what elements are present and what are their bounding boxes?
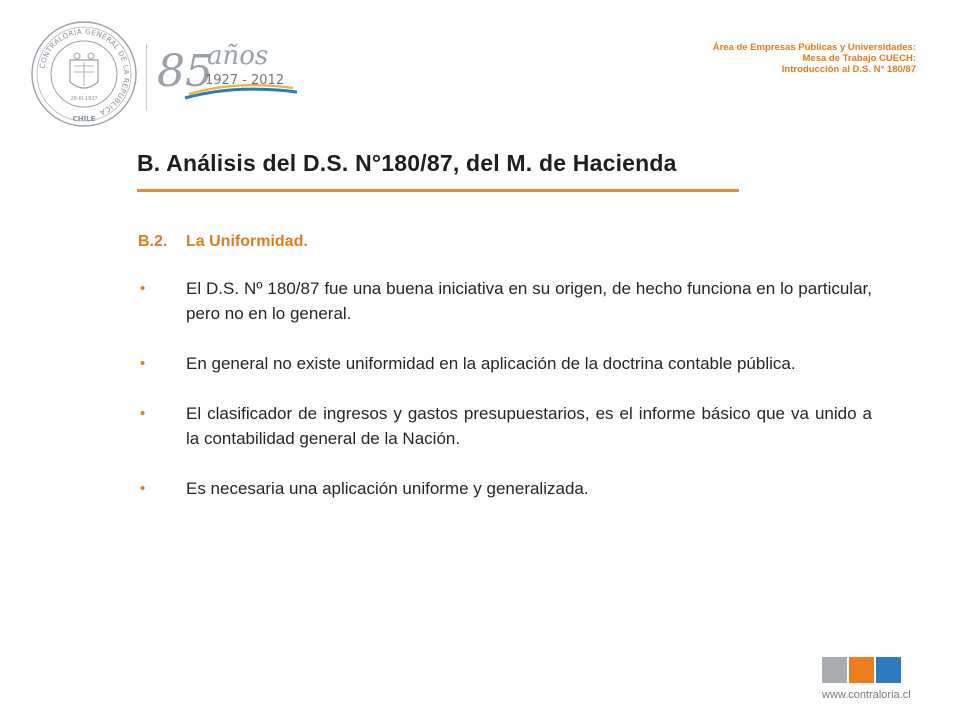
section-heading — [138, 233, 308, 251]
header-line-mesa: Mesa de Trabajo CUECH: — [802, 53, 916, 64]
contraloria-seal-logo — [30, 20, 138, 128]
bullet-item — [138, 276, 872, 326]
seal-date: 26-III-1927 — [70, 96, 98, 102]
seal-ring-text: CONTRALORIA GENERAL DE LA REPUBLICA — [37, 26, 132, 118]
bullet-text: En general no existe uniformidad en la aplicación de la doctrina contable pública. — [186, 354, 796, 373]
anniversary-years: 1927 - 2012 — [205, 73, 285, 88]
footer-gray-square — [822, 657, 847, 683]
bullet-item — [138, 476, 872, 501]
footer-orange-square — [849, 657, 874, 683]
anniversary-number: 85 — [157, 46, 213, 97]
bullet-marker: • — [140, 480, 146, 497]
bullet-text: El D.S. Nº 180/87 fue una buena iniciativa en su origen, de hecho funciona en lo particular, pero no en lo general. — [186, 279, 872, 323]
anniversary-word: años — [207, 41, 269, 71]
section-number: B.2. — [138, 233, 168, 250]
bullet-text: Es necesaria una aplicación uniforme y generalizada. — [186, 479, 589, 498]
header-info — [713, 42, 916, 75]
section-title: La Uniformidad. — [186, 233, 308, 250]
85-anos-logo — [155, 34, 305, 104]
footer-blue-square — [876, 657, 901, 683]
header-line-intro: Introducción al D.S. N° 180/87 — [781, 64, 916, 75]
header-line-area: Área de Empresas Públicas y Universidades: — [712, 42, 916, 53]
slide-title: B. Análisis del D.S. N°180/87, del M. de Hacienda — [137, 150, 677, 176]
footer-url[interactable]: www.contraloria.cl — [822, 689, 911, 701]
bullet-list — [138, 276, 872, 526]
bullet-marker: • — [140, 405, 146, 422]
title-underline — [137, 189, 739, 192]
header-divider — [146, 44, 147, 110]
bullet-marker: • — [140, 280, 146, 297]
bullet-item — [138, 351, 872, 376]
seal-country: CHILE — [72, 115, 96, 123]
bullet-item — [138, 401, 872, 451]
bullet-marker: • — [140, 355, 146, 372]
bullet-text: El clasificador de ingresos y gastos presupuestarios, es el informe básico que va unido a la contabilidad general de la Nación. — [186, 404, 872, 448]
